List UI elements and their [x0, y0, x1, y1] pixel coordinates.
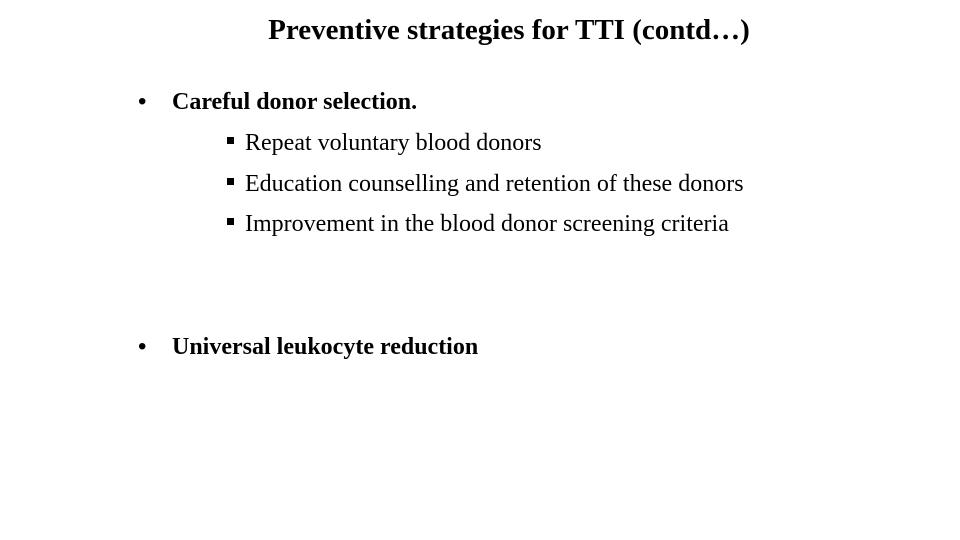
sub-bullet-item [226, 127, 744, 168]
square-bullet-icon [226, 177, 236, 187]
sub-bullet-text: Repeat voluntary blood donors [245, 130, 542, 156]
sub-bullet-text: Education counselling and retention of these donors [245, 170, 744, 197]
sub-bullet-list [226, 127, 744, 249]
bullet-item-donor-selection [138, 86, 417, 118]
bullet-item-leukocyte-reduction [138, 331, 478, 363]
sub-bullet-text: Improvement in the blood donor screening criteria [245, 211, 729, 237]
bullet-text: Universal leukocyte reduction [172, 334, 479, 360]
sub-bullet-item [226, 168, 744, 209]
bullet-text: Careful donor selection. [172, 89, 418, 115]
sub-bullet-item [226, 208, 744, 249]
bullet-dot-icon: • [138, 88, 147, 115]
square-bullet-icon [226, 217, 236, 227]
bullet-dot-icon: • [138, 333, 147, 360]
square-bullet-icon [226, 136, 236, 146]
slide-title: Preventive strategies for TTI (contd…) [268, 14, 750, 46]
